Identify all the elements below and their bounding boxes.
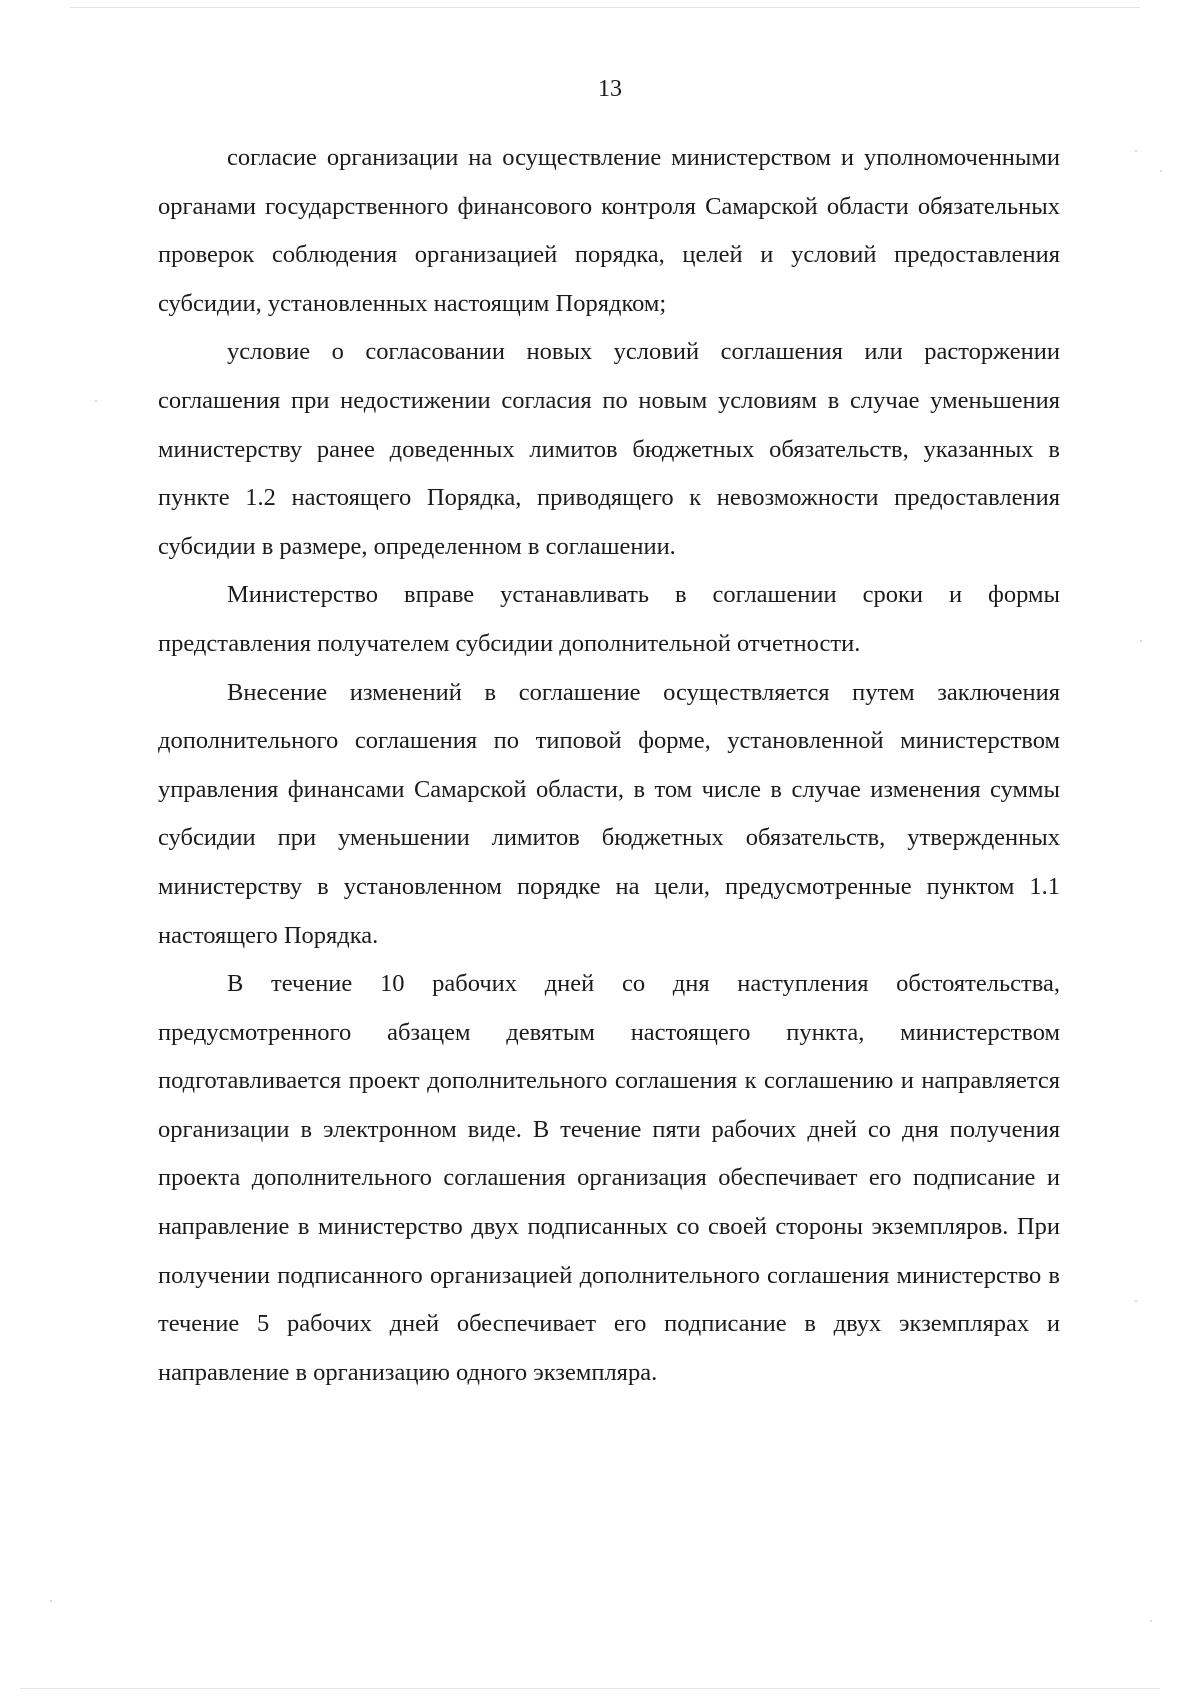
scan-edge-top [70, 7, 1140, 8]
scan-edge-bottom [20, 1688, 1160, 1689]
scan-speck [1150, 1620, 1152, 1622]
scan-speck [1135, 1300, 1137, 1302]
scan-speck [1140, 640, 1142, 642]
document-body [158, 134, 1060, 1397]
scan-speck [1135, 150, 1137, 152]
paragraph-amendments: Внесение изменений в соглашение осуществляется путем заключения дополнительного соглашения по типовой форме, установленной министерством управления финансами Самарской области, в том числе в случае изменения суммы субсидии при уменьшении лимитов бюджетных обязательств, утвержденных министерству в установленном порядке на цели, предусмотренные пунктом 1.1 настоящего Порядка. [158, 678, 1060, 949]
paragraph-additional-reporting: Министерство вправе устанавливать в соглашении сроки и формы представления получателем субсидии дополнительной отчетности. [158, 581, 1060, 657]
scan-speck [95, 400, 97, 402]
paragraph-consent-to-inspections: согласие организации на осуществление министерством и уполномоченными органами государственного финансового контроля Самарской области обязательных проверок соблюдения организацией порядка, целей и условий предоставления субсидии, установленных настоящим Порядком; [158, 144, 1060, 317]
page-number: 13 [598, 76, 622, 102]
paragraph-agreement-conditions: условие о согласовании новых условий соглашения или расторжении соглашения при недостижении согласия по новым условиям в случае уменьшения министерству ранее доведенных лимитов бюджетных обязательств, указанных в пункте 1.2 настоящего Порядка, приводящего к невозможности предоставления субсидии в размере, определенном в соглашении. [158, 338, 1060, 560]
paragraph-additional-agreement-procedure: В течение 10 рабочих дней со дня наступления обстоятельства, предусмотренного абзацем девятым настоящего пункта, министерством подготавливается проект дополнительного соглашения к соглашению и направляется организации в электронном виде. В течение пяти рабочих дней со дня получения проекта дополнительного соглашения организация обеспечивает его подписание и направление в министерство двух подписанных со своей стороны экземпляров. При получении подписанного организацией дополнительного соглашения министерство в течение 5 рабочих дней обеспечивает его подписание в двух экземплярах и направление в организацию одного экземпляра. [158, 970, 1060, 1386]
scan-speck [50, 1600, 52, 1602]
scan-speck [1160, 170, 1162, 172]
